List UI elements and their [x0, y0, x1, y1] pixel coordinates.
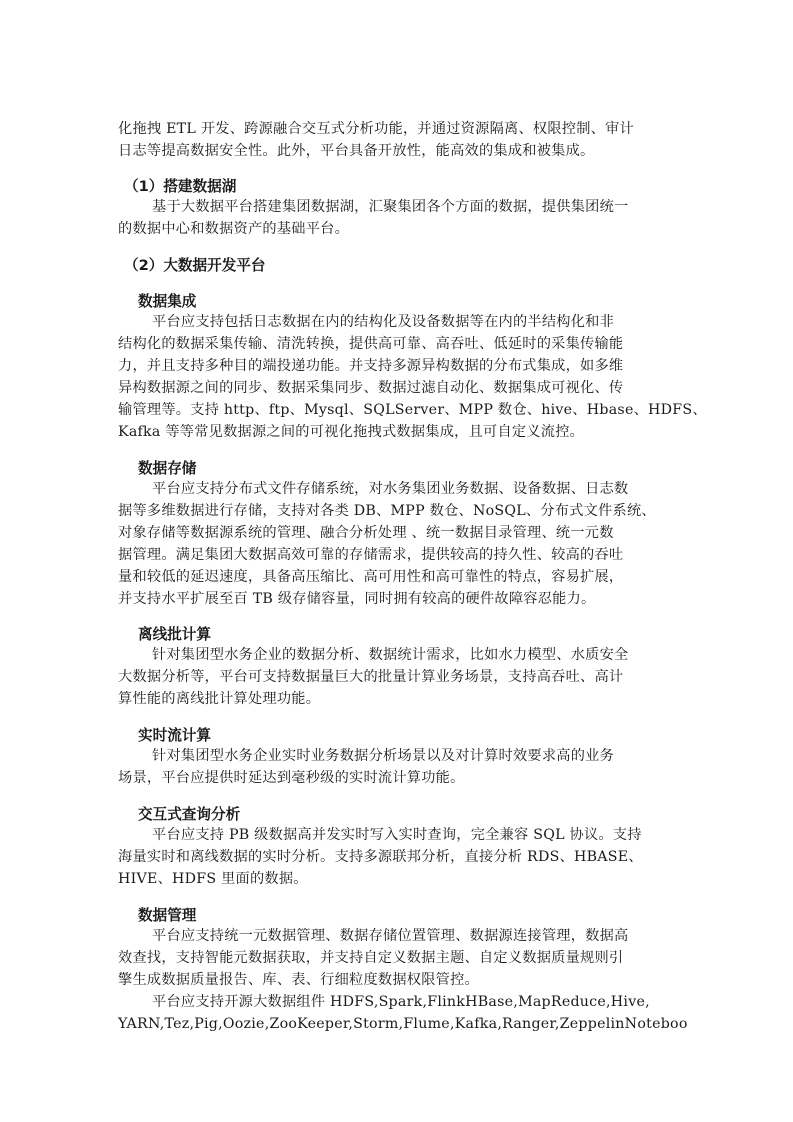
paragraph-line: 针对集团型水务企业实时业务数据分析场景以及对计算时效要求高的业务 [152, 748, 615, 764]
paragraph-line: 力，并且支持多种目的端投递功能。并支持多源异构数据的分布式集成，如多维 [118, 358, 624, 374]
paragraph-line: 对象存储等数据源系统的管理、融合分析处理 、统一数据目录管理、统一元数 [118, 525, 614, 541]
subsection-heading: 离线批计算 [138, 626, 211, 643]
paragraph-line: HIVE、HDFS 里面的数据。 [118, 871, 308, 887]
paragraph-line: 擎生成数据质量报告、库、表、行细粒度数据权限管控。 [118, 972, 479, 988]
section-heading: （1）搭建数据湖 [124, 178, 237, 195]
paragraph-line: 平台应支持分布式文件存储系统，对水务集团业务数据、设备数据、日志数 [152, 481, 629, 497]
paragraph-line: 针对集团型水务企业的数据分析、数据统计需求，比如水力模型、水质安全 [152, 647, 629, 663]
subsection-heading: 实时流计算 [138, 727, 211, 744]
paragraph-line: 平台应支持统一元数据管理、数据存储位置管理、数据源连接管理，数据高 [152, 928, 629, 944]
subsection-heading: 数据存储 [138, 460, 197, 477]
paragraph-line: 海量实时和离线数据的实时分析。支持多源联邦分析，直接分析 RDS、HBASE、 [118, 849, 643, 865]
paragraph-line: 输管理等。支持 http、ftp、Mysql、SQLServer、MPP 数仓、hive、Hbase、HDFS、 [118, 402, 707, 418]
paragraph-line: 大数据分析等，平台可支持数据量巨大的批量计算业务场景，支持高吞吐、高计 [118, 669, 624, 685]
intro-line: 日志等提高数据安全性。此外，平台具备开放性，能高效的集成和被集成。 [118, 143, 595, 159]
paragraph-line: 结构化的数据采集传输、清洗转换，提供高可靠、高吞吐、低延时的采集传输能 [118, 336, 624, 352]
paragraph-line: 平台应支持开源大数据组件 HDFS,Spark,FlinkHBase,MapReduce,Hive, [152, 994, 650, 1010]
paragraph-line: 据等多维数据进行存储，支持对各类 DB、MPP 数仓、NoSQL、分布式文件系统、 [118, 503, 656, 519]
paragraph-line: YARN,Tez,Pig,Oozie,ZooKeeper,Storm,Flume,Kafka,Ranger,ZeppelinNoteboo [118, 1016, 688, 1032]
paragraph-line: 异构数据源之间的同步、数据采集同步、数据过滤自动化、数据集成可视化、传 [118, 380, 624, 396]
paragraph-line: 的数据中心和数据资产的基础平台。 [118, 221, 350, 237]
section-heading: （2）大数据开发平台 [124, 257, 266, 274]
paragraph-line: Kafka 等等常见数据源之间的可视化拖拽式数据集成，且可自定义流控。 [118, 424, 585, 440]
subsection-heading: 数据管理 [138, 907, 197, 924]
paragraph-line: 平台应支持 PB 级数据高并发实时写入实时查询，完全兼容 SQL 协议。支持 [152, 827, 642, 843]
paragraph-line: 据管理。满足集团大数据高效可靠的存储需求，提供较高的持久性、较高的吞吐 [118, 547, 624, 563]
paragraph-line: 并支持水平扩展至百 TB 级存储容量，同时拥有较高的硬件故障容忍能力。 [118, 591, 596, 607]
paragraph-line: 平台应支持包括日志数据在内的结构化及设备数据等在内的半结构化和非 [152, 314, 615, 330]
subsection-heading: 交互式查询分析 [138, 806, 241, 823]
paragraph-line: 量和较低的延迟速度，具备高压缩比、高可用性和高可靠性的特点，容易扩展， [118, 569, 624, 585]
paragraph-line: 算性能的离线批计算处理功能。 [118, 691, 321, 707]
paragraph-line: 效查找，支持智能元数据获取，并支持自定义数据主题、自定义数据质量规则引 [118, 950, 624, 966]
paragraph-line: 场景，平台应提供时延达到毫秒级的实时流计算功能。 [118, 770, 465, 786]
intro-line: 化拖拽 ETL 开发、跨源融合交互式分析功能，并通过资源隔离、权限控制、审计 [118, 121, 634, 137]
paragraph-line: 基于大数据平台搭建集团数据湖，汇聚集团各个方面的数据，提供集团统一 [152, 199, 629, 215]
subsection-heading: 数据集成 [138, 293, 197, 310]
